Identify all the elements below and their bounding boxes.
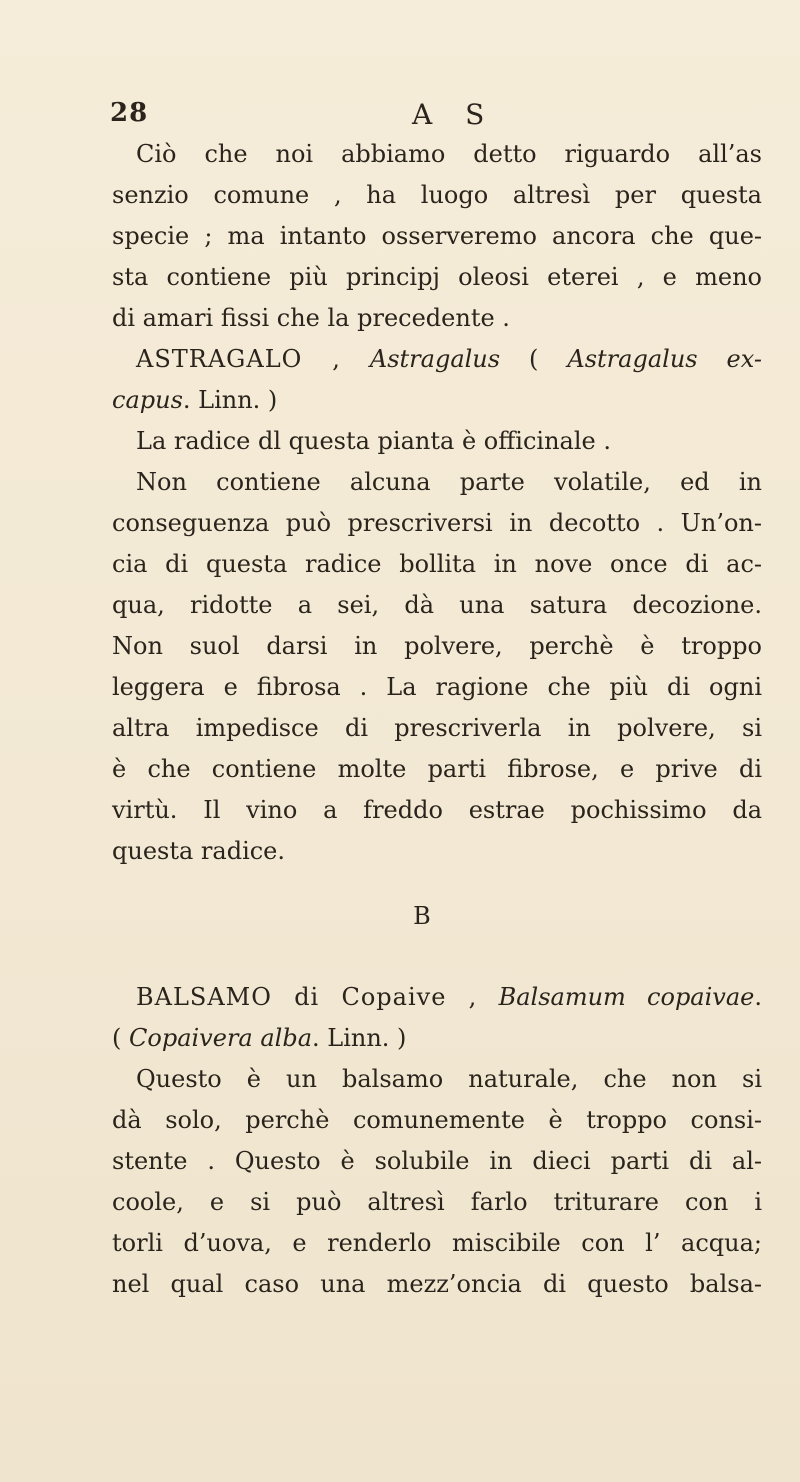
latin-name: Astragalus [369,345,501,373]
text-line: Questo è un balsamo naturale, che non si [136,1065,762,1093]
spacer [112,872,762,896]
text-line: La radice dl questa pianta è officinale . [136,427,611,455]
page-text [112,134,762,1305]
text-line: di amari fissi che la precedente . [112,304,510,332]
spacer [112,937,762,977]
authority: . Linn. ) [312,1024,407,1052]
text-line: virtù. Il vino a freddo estrae pochissimo da [112,796,762,824]
text-line: altra impedisce di prescriverla in polvere, si [112,714,762,742]
text-line: Non contiene alcuna parte volatile, ed in [136,468,762,496]
running-head [0,98,800,134]
text-line: specie ; ma intanto osserveremo ancora che que- [112,222,762,250]
authority: . Linn. ) [182,386,278,414]
text-line: senzio comune , ha luogo altresì per questa [112,181,762,209]
text-line: questa radice. [112,837,286,865]
text-line: cia di questa radice bollita in nove once di ac- [112,550,762,578]
entry-heading-astragalo-cont [112,380,762,421]
linnaean-name: Copaivera alba [129,1024,313,1052]
text-line: nel qual caso una mezz’oncia di questo balsa- [112,1270,762,1298]
paren-open: ( [112,1024,122,1052]
text-line: è che contiene molte parti fibrose, e prive di [112,755,762,783]
entry-name: ASTRAGALO , [136,345,341,373]
latin-name: Balsamum copaivae [498,983,755,1011]
text-line: sta contiene più principj oleosi eterei , e meno [112,263,762,291]
text-line: dà solo, perchè comunemente è troppo consi- [112,1106,762,1134]
text-line: coole, e si può altresì farlo triturare con i [112,1188,762,1216]
entry-heading-balsamo-cont [112,1018,762,1059]
text-line: Ciò che noi abbiamo detto riguardo all’as [136,140,762,168]
paren-open: ( [529,345,539,373]
text-line: conseguenza può prescriversi in decotto . Un’on- [112,509,762,537]
text-line: qua, ridotte a sei, dà una satura decozione. [112,591,762,619]
entry-heading-balsamo [112,977,762,1018]
text-line: stente . Questo è solubile in dieci parti di al- [112,1147,762,1175]
linnaean-name-cont: capus [112,386,183,414]
text-line: Non suol darsi in polvere, perchè è troppo [112,632,762,660]
text-line: torli d’uova, e renderlo miscibile con l’ acqua; [112,1229,762,1257]
linnaean-name: Astragalus ex- [567,345,762,373]
running-title: A S [412,98,497,131]
text-line: leggera e fibrosa . La ragione che più di ogni [112,673,762,701]
section-letter: B [413,902,431,930]
entry-heading-astragalo [112,339,762,380]
page-number: 28 [110,98,149,128]
entry-name: BALSAMO di Copaive , [136,983,478,1011]
period: . [754,983,763,1011]
